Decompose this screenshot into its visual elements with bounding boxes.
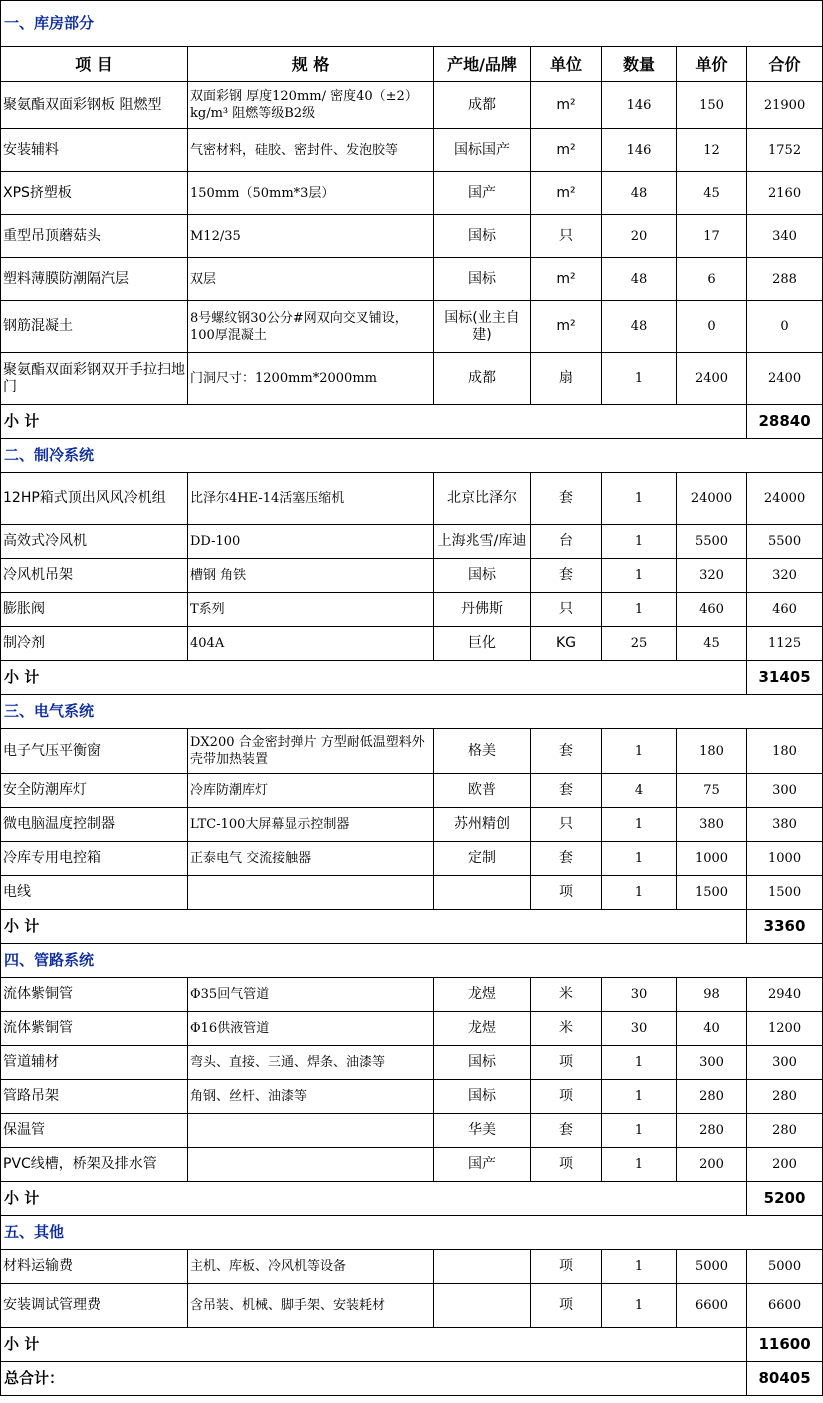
spec-cell: 冷库防潮库灯 xyxy=(188,774,434,808)
subtotal-label: 小 计 xyxy=(1,405,747,439)
spec-cell: T系列 xyxy=(188,593,434,627)
spec-cell: Φ16供液管道 xyxy=(188,1012,434,1046)
price-cell: 280 xyxy=(677,1080,747,1114)
item-cell: 材料运输费 xyxy=(1,1250,188,1284)
price-cell: 6600 xyxy=(677,1284,747,1328)
item-cell: 聚氨酯双面彩钢双开手拉扫地门 xyxy=(1,353,188,405)
price-cell: 1000 xyxy=(677,842,747,876)
origin-cell: 华美 xyxy=(434,1114,531,1148)
unit-cell: 只 xyxy=(531,215,602,258)
unit-cell: 米 xyxy=(531,1012,602,1046)
total-cell: 340 xyxy=(747,215,823,258)
spec-cell xyxy=(188,876,434,910)
total-cell: 21900 xyxy=(747,82,823,129)
section-title-row xyxy=(1,1216,823,1250)
item-cell: 微电脑温度控制器 xyxy=(1,808,188,842)
table-row xyxy=(1,627,823,661)
price-cell: 6 xyxy=(677,258,747,301)
spec-cell: 气密材料，硅胶、密封件、发泡胶等 xyxy=(188,129,434,172)
qty-cell: 1 xyxy=(602,729,677,774)
spec-cell: DX200 合金密封弹片 方型耐低温塑料外壳带加热装置 xyxy=(188,729,434,774)
header-price: 单价 xyxy=(677,47,747,82)
spec-cell: LTC-100大屏幕显示控制器 xyxy=(188,808,434,842)
total-cell: 280 xyxy=(747,1080,823,1114)
item-cell: 安装调试管理费 xyxy=(1,1284,188,1328)
spec-cell: 8号螺纹钢30公分#网双向交叉铺设，100厚混凝土 xyxy=(188,301,434,353)
table-row xyxy=(1,215,823,258)
origin-cell: 国标国产 xyxy=(434,129,531,172)
table-row xyxy=(1,525,823,559)
price-cell: 1500 xyxy=(677,876,747,910)
item-cell: 12HP箱式顶出风风冷机组 xyxy=(1,473,188,525)
qty-cell: 146 xyxy=(602,129,677,172)
section-title: 四、管路系统 xyxy=(1,944,823,978)
spec-cell: 双面彩钢 厚度120mm/ 密度40（±2）kg/m³ 阻燃等级B2级 xyxy=(188,82,434,129)
section-title: 一、库房部分 xyxy=(1,1,823,47)
table-row xyxy=(1,774,823,808)
total-cell: 1752 xyxy=(747,129,823,172)
total-cell: 320 xyxy=(747,559,823,593)
qty-cell: 1 xyxy=(602,525,677,559)
item-cell: 管道辅材 xyxy=(1,1046,188,1080)
item-cell: 保温管 xyxy=(1,1114,188,1148)
unit-cell: 只 xyxy=(531,593,602,627)
table-row xyxy=(1,1080,823,1114)
table-row xyxy=(1,473,823,525)
qty-cell: 48 xyxy=(602,172,677,215)
spec-cell xyxy=(188,1148,434,1182)
price-cell: 320 xyxy=(677,559,747,593)
qty-cell: 1 xyxy=(602,1080,677,1114)
total-cell: 2940 xyxy=(747,978,823,1012)
qty-cell: 1 xyxy=(602,1114,677,1148)
total-cell: 300 xyxy=(747,1046,823,1080)
total-cell: 2160 xyxy=(747,172,823,215)
item-cell: 流体紫铜管 xyxy=(1,978,188,1012)
origin-cell: 北京比泽尔 xyxy=(434,473,531,525)
table-row xyxy=(1,559,823,593)
table-row xyxy=(1,1114,823,1148)
subtotal-value: 28840 xyxy=(747,405,823,439)
table-row xyxy=(1,1012,823,1046)
unit-cell: KG xyxy=(531,627,602,661)
subtotal-value: 5200 xyxy=(747,1182,823,1216)
origin-cell xyxy=(434,1250,531,1284)
unit-cell: 台 xyxy=(531,525,602,559)
origin-cell: 国标 xyxy=(434,258,531,301)
unit-cell: 项 xyxy=(531,1250,602,1284)
subtotal-row xyxy=(1,405,823,439)
table-row xyxy=(1,1284,823,1328)
item-cell: 安全防潮库灯 xyxy=(1,774,188,808)
qty-cell: 48 xyxy=(602,301,677,353)
unit-cell: 项 xyxy=(531,876,602,910)
price-cell: 98 xyxy=(677,978,747,1012)
origin-cell: 成都 xyxy=(434,82,531,129)
unit-cell: 套 xyxy=(531,842,602,876)
qty-cell: 1 xyxy=(602,1148,677,1182)
qty-cell: 30 xyxy=(602,1012,677,1046)
price-cell: 24000 xyxy=(677,473,747,525)
subtotal-value: 11600 xyxy=(747,1328,823,1362)
origin-cell xyxy=(434,1284,531,1328)
subtotal-label: 小 计 xyxy=(1,1328,747,1362)
qty-cell: 30 xyxy=(602,978,677,1012)
table-row xyxy=(1,842,823,876)
table-row xyxy=(1,978,823,1012)
total-cell: 2400 xyxy=(747,353,823,405)
price-cell: 180 xyxy=(677,729,747,774)
unit-cell: m² xyxy=(531,172,602,215)
item-cell: 钢筋混凝土 xyxy=(1,301,188,353)
price-cell: 280 xyxy=(677,1114,747,1148)
grand-total-row xyxy=(1,1362,823,1396)
section-title: 三、电气系统 xyxy=(1,695,823,729)
total-cell: 200 xyxy=(747,1148,823,1182)
unit-cell: m² xyxy=(531,129,602,172)
header-spec: 规 格 xyxy=(188,47,434,82)
unit-cell: 项 xyxy=(531,1148,602,1182)
origin-cell: 国标 xyxy=(434,215,531,258)
grand-total-label: 总合计： xyxy=(1,1362,747,1396)
total-cell: 24000 xyxy=(747,473,823,525)
item-cell: 电子气压平衡窗 xyxy=(1,729,188,774)
unit-cell: 套 xyxy=(531,1114,602,1148)
origin-cell: 国产 xyxy=(434,172,531,215)
price-cell: 45 xyxy=(677,627,747,661)
spec-cell: 门洞尺寸：1200mm*2000mm xyxy=(188,353,434,405)
total-cell: 0 xyxy=(747,301,823,353)
origin-cell: 苏州精创 xyxy=(434,808,531,842)
origin-cell xyxy=(434,876,531,910)
subtotal-row xyxy=(1,1182,823,1216)
total-cell: 460 xyxy=(747,593,823,627)
subtotal-row xyxy=(1,1328,823,1362)
qty-cell: 1 xyxy=(602,353,677,405)
spec-cell: 正泰电气 交流接触器 xyxy=(188,842,434,876)
price-cell: 75 xyxy=(677,774,747,808)
total-cell: 1000 xyxy=(747,842,823,876)
item-cell: 安装辅料 xyxy=(1,129,188,172)
unit-cell: m² xyxy=(531,258,602,301)
section-title-row xyxy=(1,439,823,473)
spec-cell: 双层 xyxy=(188,258,434,301)
price-cell: 12 xyxy=(677,129,747,172)
table-row xyxy=(1,353,823,405)
price-cell: 5500 xyxy=(677,525,747,559)
qty-cell: 1 xyxy=(602,1250,677,1284)
spec-cell xyxy=(188,1114,434,1148)
item-cell: 高效式冷风机 xyxy=(1,525,188,559)
table-row xyxy=(1,129,823,172)
total-cell: 380 xyxy=(747,808,823,842)
origin-cell: 定制 xyxy=(434,842,531,876)
table-row xyxy=(1,301,823,353)
spec-cell: M12/35 xyxy=(188,215,434,258)
spec-cell: 槽钢 角铁 xyxy=(188,559,434,593)
item-cell: 膨胀阀 xyxy=(1,593,188,627)
price-cell: 40 xyxy=(677,1012,747,1046)
unit-cell: m² xyxy=(531,82,602,129)
origin-cell: 国产 xyxy=(434,1148,531,1182)
spec-cell: 角钢、丝杆、油漆等 xyxy=(188,1080,434,1114)
item-cell: 冷风机吊架 xyxy=(1,559,188,593)
origin-cell: 巨化 xyxy=(434,627,531,661)
total-cell: 5000 xyxy=(747,1250,823,1284)
qty-cell: 25 xyxy=(602,627,677,661)
total-cell: 288 xyxy=(747,258,823,301)
subtotal-label: 小 计 xyxy=(1,1182,747,1216)
qty-cell: 1 xyxy=(602,808,677,842)
subtotal-label: 小 计 xyxy=(1,910,747,944)
total-cell: 300 xyxy=(747,774,823,808)
spec-cell: 含吊装、机械、脚手架、安装耗材 xyxy=(188,1284,434,1328)
header-qty: 数量 xyxy=(602,47,677,82)
spec-cell: 弯头、直接、三通、焊条、油漆等 xyxy=(188,1046,434,1080)
header-item: 项 目 xyxy=(1,47,188,82)
unit-cell: 套 xyxy=(531,774,602,808)
section-title-row xyxy=(1,1,823,47)
qty-cell: 1 xyxy=(602,1046,677,1080)
origin-cell: 国标 xyxy=(434,1046,531,1080)
item-cell: 管路吊架 xyxy=(1,1080,188,1114)
total-cell: 1500 xyxy=(747,876,823,910)
qty-cell: 1 xyxy=(602,1284,677,1328)
unit-cell: m² xyxy=(531,301,602,353)
header-total: 合价 xyxy=(747,47,823,82)
header-origin: 产地/品牌 xyxy=(434,47,531,82)
origin-cell: 国标(业主自建) xyxy=(434,301,531,353)
origin-cell: 成都 xyxy=(434,353,531,405)
origin-cell: 格美 xyxy=(434,729,531,774)
item-cell: 聚氨酯双面彩钢板 阻燃型 xyxy=(1,82,188,129)
section-title-row xyxy=(1,695,823,729)
table-row xyxy=(1,1148,823,1182)
header-row xyxy=(1,47,823,82)
item-cell: 制冷剂 xyxy=(1,627,188,661)
total-cell: 5500 xyxy=(747,525,823,559)
table-row xyxy=(1,258,823,301)
table-row xyxy=(1,808,823,842)
origin-cell: 龙煜 xyxy=(434,1012,531,1046)
qty-cell: 146 xyxy=(602,82,677,129)
table-row xyxy=(1,172,823,215)
total-cell: 180 xyxy=(747,729,823,774)
section-title-row xyxy=(1,944,823,978)
price-cell: 380 xyxy=(677,808,747,842)
unit-cell: 项 xyxy=(531,1046,602,1080)
unit-cell: 项 xyxy=(531,1080,602,1114)
origin-cell: 欧普 xyxy=(434,774,531,808)
spec-cell: 404A xyxy=(188,627,434,661)
qty-cell: 1 xyxy=(602,559,677,593)
section-title: 二、制冷系统 xyxy=(1,439,823,473)
qty-cell: 1 xyxy=(602,593,677,627)
header-unit: 单位 xyxy=(531,47,602,82)
price-cell: 5000 xyxy=(677,1250,747,1284)
item-cell: XPS挤塑板 xyxy=(1,172,188,215)
table-row xyxy=(1,82,823,129)
origin-cell: 上海兆雪/库迪 xyxy=(434,525,531,559)
unit-cell: 项 xyxy=(531,1284,602,1328)
spec-cell: 150mm（50mm*3层） xyxy=(188,172,434,215)
total-cell: 1125 xyxy=(747,627,823,661)
spec-cell: 主机、库板、冷风机等设备 xyxy=(188,1250,434,1284)
origin-cell: 国标 xyxy=(434,1080,531,1114)
table-row xyxy=(1,729,823,774)
table-row xyxy=(1,1046,823,1080)
total-cell: 1200 xyxy=(747,1012,823,1046)
spec-cell: 比泽尔4HE-14活塞压缩机 xyxy=(188,473,434,525)
item-cell: 电线 xyxy=(1,876,188,910)
origin-cell: 国标 xyxy=(434,559,531,593)
qty-cell: 4 xyxy=(602,774,677,808)
price-cell: 17 xyxy=(677,215,747,258)
qty-cell: 1 xyxy=(602,842,677,876)
price-cell: 460 xyxy=(677,593,747,627)
table-row xyxy=(1,593,823,627)
unit-cell: 米 xyxy=(531,978,602,1012)
unit-cell: 套 xyxy=(531,729,602,774)
qty-cell: 20 xyxy=(602,215,677,258)
origin-cell: 龙煜 xyxy=(434,978,531,1012)
grand-total-value: 80405 xyxy=(747,1362,823,1396)
subtotal-row xyxy=(1,661,823,695)
subtotal-row xyxy=(1,910,823,944)
item-cell: 冷库专用电控箱 xyxy=(1,842,188,876)
qty-cell: 48 xyxy=(602,258,677,301)
table-row xyxy=(1,876,823,910)
price-cell: 150 xyxy=(677,82,747,129)
unit-cell: 只 xyxy=(531,808,602,842)
price-cell: 2400 xyxy=(677,353,747,405)
unit-cell: 扇 xyxy=(531,353,602,405)
section-title: 五、其他 xyxy=(1,1216,823,1250)
price-cell: 0 xyxy=(677,301,747,353)
subtotal-value: 3360 xyxy=(747,910,823,944)
item-cell: PVC线槽，桥架及排水管 xyxy=(1,1148,188,1182)
price-cell: 300 xyxy=(677,1046,747,1080)
item-cell: 流体紫铜管 xyxy=(1,1012,188,1046)
total-cell: 6600 xyxy=(747,1284,823,1328)
price-cell: 200 xyxy=(677,1148,747,1182)
total-cell: 280 xyxy=(747,1114,823,1148)
price-cell: 45 xyxy=(677,172,747,215)
subtotal-value: 31405 xyxy=(747,661,823,695)
unit-cell: 套 xyxy=(531,559,602,593)
qty-cell: 1 xyxy=(602,473,677,525)
subtotal-label: 小 计 xyxy=(1,661,747,695)
item-cell: 塑料薄膜防潮隔汽层 xyxy=(1,258,188,301)
table-row xyxy=(1,1250,823,1284)
unit-cell: 套 xyxy=(531,473,602,525)
spec-cell: Φ35回气管道 xyxy=(188,978,434,1012)
item-cell: 重型吊顶蘑菇头 xyxy=(1,215,188,258)
spec-cell: DD-100 xyxy=(188,525,434,559)
origin-cell: 丹佛斯 xyxy=(434,593,531,627)
qty-cell: 1 xyxy=(602,876,677,910)
